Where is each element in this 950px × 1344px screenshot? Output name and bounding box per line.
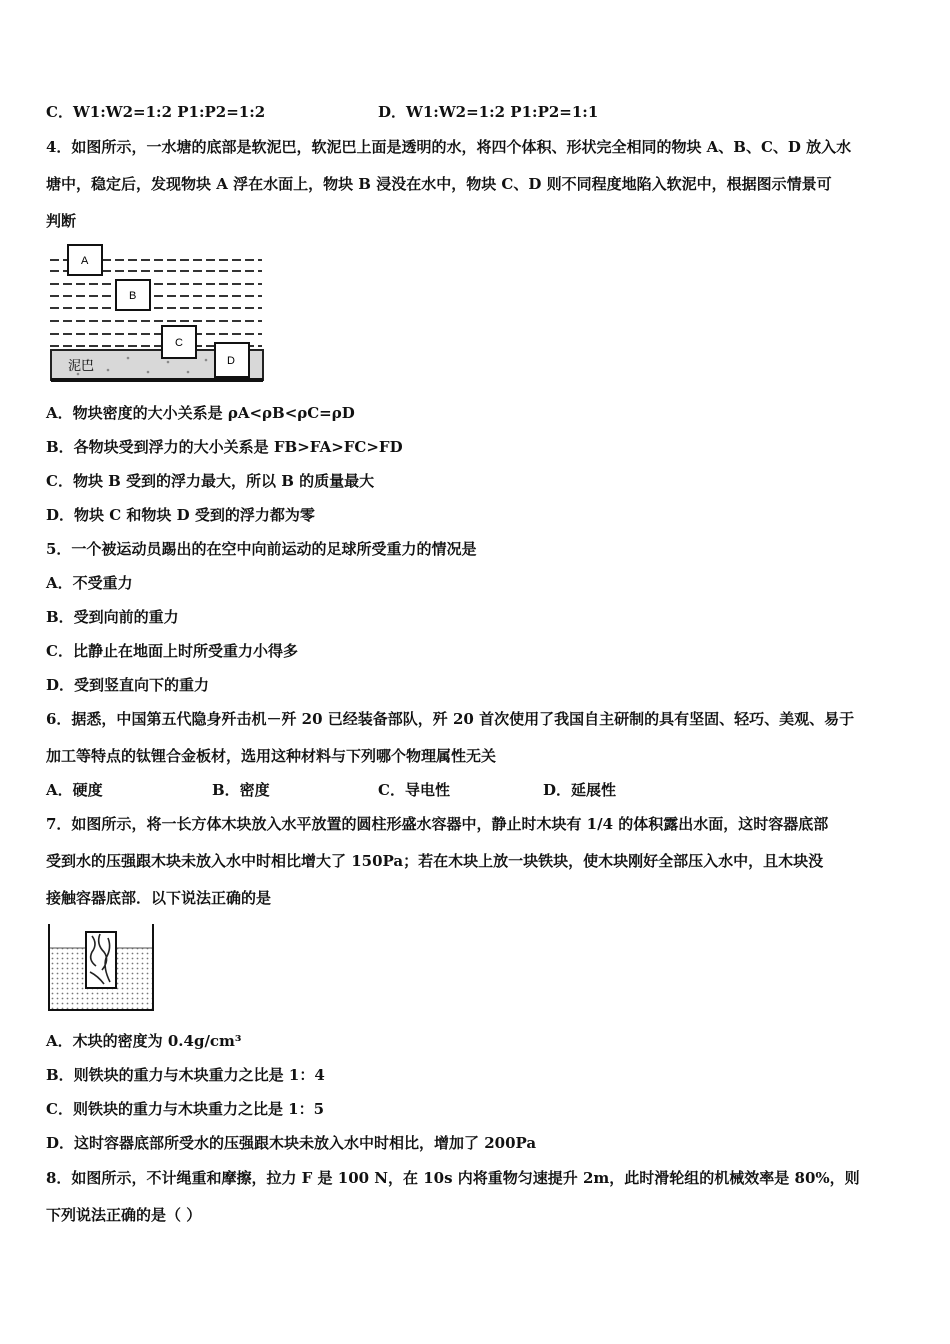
- q3-option-c: C．W1:W2=1:2 P1:P2=1:2: [46, 103, 266, 121]
- q4-option-d: D．物块 C 和物块 D 受到的浮力都为零: [46, 506, 315, 524]
- q7-option-c: C．则铁块的重力与木块重力之比是 1：5: [46, 1100, 325, 1118]
- q7-container-figure: [46, 922, 158, 1014]
- q7-option-d: D．这时容器底部所受水的压强跟木块未放入水中时相比，增加了 200Pa: [46, 1134, 537, 1152]
- block-b-label: B: [129, 290, 137, 302]
- q7-stem-line-2: 受到水的压强跟木块未放入水中时相比增大了 150Pa；若在木块上放一块铁块，使木块刚好全部压入水中，且木块没: [46, 852, 824, 870]
- q6-option-a: A．硬度: [46, 781, 103, 799]
- q7-option-b: B．则铁块的重力与木块重力之比是 1：4: [46, 1066, 325, 1084]
- q7-stem-line-1: 7．如图所示，将一长方体木块放入水平放置的圆柱形盛水容器中，静止时木块有 1/4 的体积露出水面，这时容器底部: [46, 815, 829, 833]
- block-a-label: A: [81, 255, 89, 267]
- q8-stem-line-1: 8．如图所示，不计绳重和摩擦，拉力 F 是 100 N，在 10s 内将重物匀速提升 2m，此时滑轮组的机械效率是 80%，则: [46, 1169, 860, 1187]
- q6-option-b: B．密度: [212, 781, 270, 799]
- q4-stem-line-1: 4．如图所示，一水塘的底部是软泥巴，软泥巴上面是透明的水，将四个体积、形状完全相同的物块 A、B、C、D 放入水: [46, 138, 852, 156]
- q6-stem-line-1: 6．据悉，中国第五代隐身歼击机－歼 20 已经装备部队，歼 20 首次使用了我国自主研制的具有坚固、轻巧、美观、易于: [46, 710, 855, 728]
- wood-block: [86, 932, 116, 988]
- q4-stem-line-3: 判断: [46, 212, 77, 230]
- q5-option-b: B．受到向前的重力: [46, 608, 179, 626]
- q4-pond-figure: [48, 242, 268, 384]
- q5-option-d: D．受到竖直向下的重力: [46, 676, 210, 694]
- q4-option-b: B．各物块受到浮力的大小关系是 FB>FA>FC>FD: [46, 438, 403, 456]
- q8-stem-line-2: 下列说法正确的是（ ）: [46, 1206, 202, 1224]
- block-d-label: D: [227, 355, 235, 367]
- q7-option-a: A．木块的密度为 0.4g/cm³: [46, 1032, 242, 1050]
- q4-option-c: C．物块 B 受到的浮力最大，所以 B 的质量最大: [46, 472, 375, 490]
- q5-stem: 5．一个被运动员踢出的在空中向前运动的足球所受重力的情况是: [46, 540, 477, 558]
- q4-stem-line-2: 塘中，稳定后，发现物块 A 浮在水面上，物块 B 浸没在水中，物块 C、D 则不同程度地陷入软泥中，根据图示情景可: [46, 175, 832, 193]
- q5-option-c: C．比静止在地面上时所受重力小得多: [46, 642, 298, 660]
- q3-option-d: D．W1:W2=1:2 P1:P2=1:1: [378, 103, 599, 121]
- mud-label: 泥巴: [68, 359, 95, 374]
- q6-option-c: C．导电性: [378, 781, 450, 799]
- q6-stem-line-2: 加工等特点的钛锂合金板材，选用这种材料与下列哪个物理属性无关: [46, 747, 497, 765]
- q7-stem-line-3: 接触容器底部．以下说法正确的是: [46, 889, 272, 907]
- q6-option-d: D．延展性: [543, 781, 617, 799]
- q4-option-a: A．物块密度的大小关系是 ρA<ρB<ρC=ρD: [46, 404, 355, 422]
- q5-option-a: A．不受重力: [46, 574, 133, 592]
- block-c-label: C: [175, 337, 183, 349]
